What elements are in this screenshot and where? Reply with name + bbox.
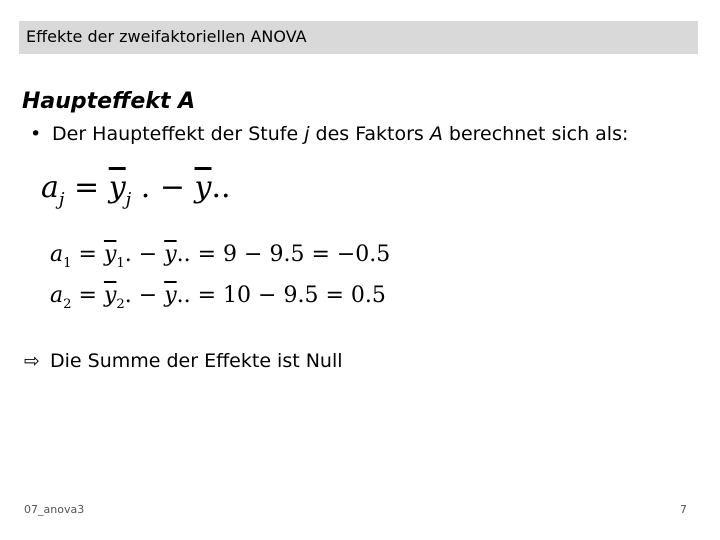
main-formula: $a_j = \overline{y}_j$ . − $\overline{y}$.. (41, 170, 231, 211)
slide-header-bar (19, 21, 698, 54)
example-formula-a1: $a_1 = \overline{y}_1$. − $\overline{y}$.. = 9 − 9.5 = −0.5 (50, 242, 391, 271)
footer-filename: 07_anova3 (24, 503, 85, 516)
bullet-text: • Der Haupteffekt der Stufe j des Faktors A berechnet sich als: (30, 123, 629, 145)
bullet-dot-icon: • (30, 123, 42, 145)
outline-arrow-right-icon: ⇨ (24, 350, 40, 372)
conclusion-text: Die Summe der Effekte ist Null (50, 350, 343, 372)
slide-header-title: Effekte der zweifaktoriellen ANOVA (26, 27, 307, 46)
footer-page-number: 7 (680, 503, 687, 516)
conclusion-line (24, 348, 343, 374)
example-formula-a2: $a_2 = \overline{y}_2$. − $\overline{y}$.. = 10 − 9.5 = 0.5 (50, 283, 386, 312)
slide-heading: Haupteffekt A (22, 89, 196, 114)
